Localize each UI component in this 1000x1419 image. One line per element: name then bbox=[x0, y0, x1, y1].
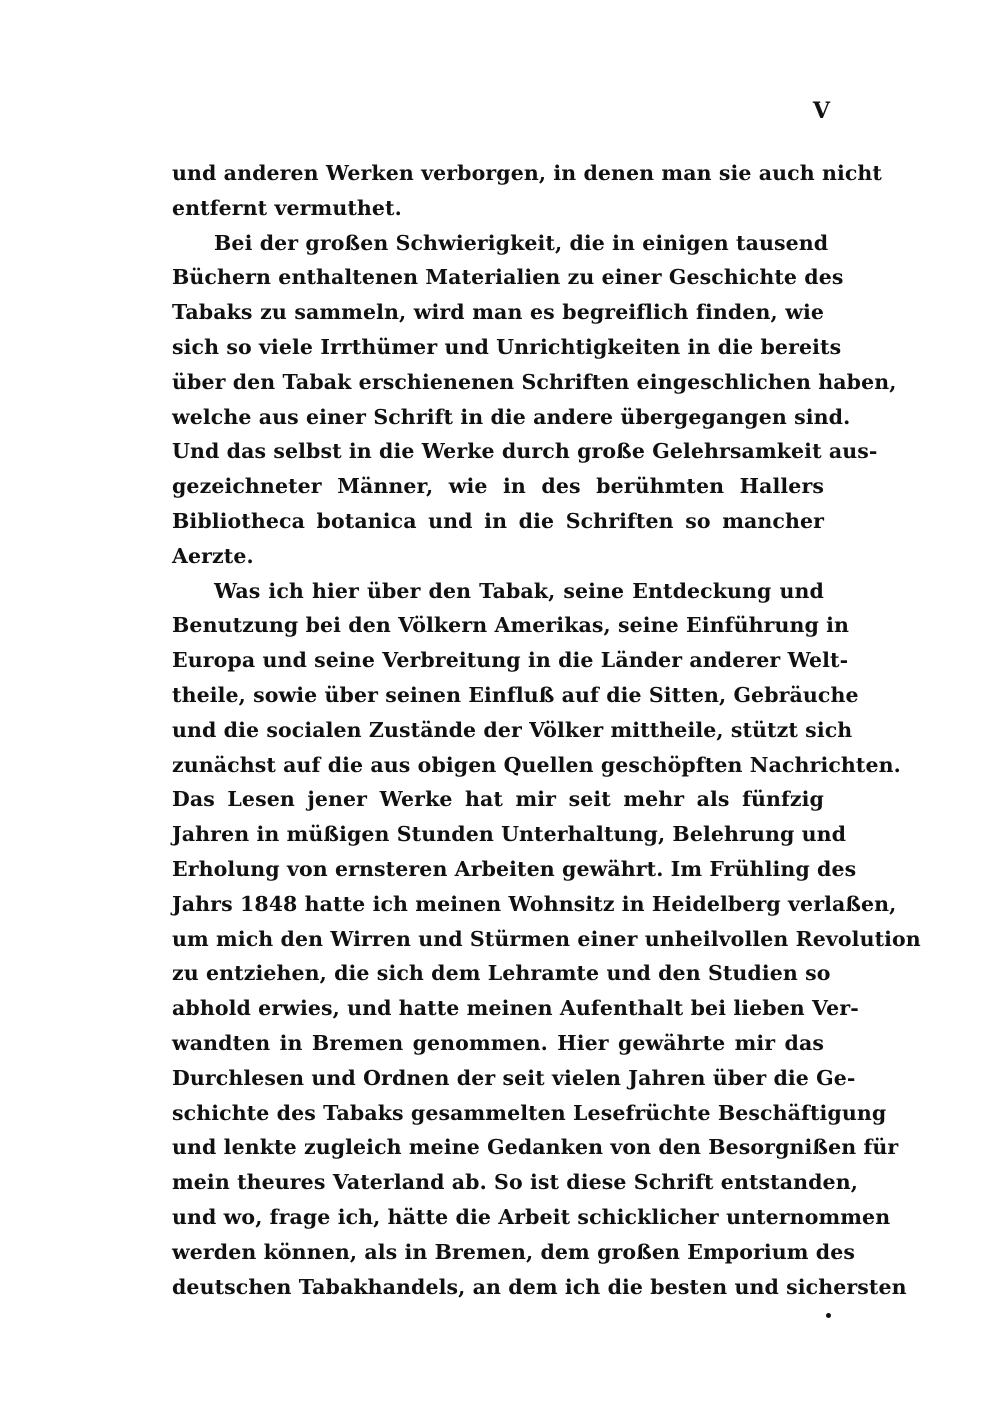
text-line: über den Tabak erschienenen Schriften eingeschlichen haben, bbox=[172, 369, 897, 394]
body-text bbox=[172, 156, 921, 1304]
text-line: Erholung von ernsteren Arbeiten gewährt. Im Frühling des bbox=[172, 856, 857, 881]
text-line: Bei der großen Schwierigkeit, die in einigen tausend bbox=[214, 230, 829, 255]
text-line: und lenkte zugleich meine Gedanken von den Besorgnißen für bbox=[172, 1135, 899, 1160]
text-line: Durchlesen und Ordnen der seit vielen Jahren über die Ge- bbox=[172, 1065, 856, 1090]
text-line: Und das selbst in die Werke durch große Gelehrsamkeit aus- bbox=[172, 439, 878, 464]
text-line: theile, sowie über seinen Einfluß auf die Sitten, Gebräuche bbox=[172, 682, 859, 707]
print-speck bbox=[826, 1313, 831, 1318]
text-line: entfernt vermuthet. bbox=[172, 195, 402, 220]
text-line: abhold erwies, und hatte meinen Aufenthalt bei lieben Ver- bbox=[172, 996, 859, 1021]
text-line: wandten in Bremen genommen. Hier gewährte mir das bbox=[172, 1030, 824, 1055]
text-line: zu entziehen, die sich dem Lehramte und den Studien so bbox=[172, 961, 831, 986]
text-line: Tabaks zu sammeln, wird man es begreiflich finden, wie bbox=[172, 300, 824, 325]
text-line: Aerzte. bbox=[172, 543, 254, 568]
text-line: gezeichneter Männer, wie in des berühmten Hallers bbox=[172, 474, 824, 499]
text-line: Das Lesen jener Werke hat mir seit mehr als fünfzig bbox=[172, 787, 824, 812]
text-line: schichte des Tabaks gesammelten Lesefrüchte Beschäftigung bbox=[172, 1100, 887, 1125]
text-line: Jahren in müßigen Stunden Unterhaltung, Belehrung und bbox=[172, 822, 847, 847]
text-line: und wo, frage ich, hätte die Arbeit schicklicher unternommen bbox=[172, 1204, 891, 1229]
text-line: deutschen Tabakhandels, an dem ich die besten und sichersten bbox=[172, 1274, 907, 1299]
text-line: welche aus einer Schrift in die andere übergegangen sind. bbox=[172, 404, 851, 429]
text-line: Bibliotheca botanica und in die Schriften so mancher bbox=[172, 508, 824, 533]
text-line: Benutzung bei den Völkern Amerikas, seine Einführung in bbox=[172, 613, 850, 638]
text-line: Europa und seine Verbreitung in die Länder anderer Welt- bbox=[172, 648, 849, 673]
text-line: werden können, als in Bremen, dem großen Emporium des bbox=[172, 1239, 856, 1264]
text-line: Jahrs 1848 hatte ich meinen Wohnsitz in Heidelberg verlaßen, bbox=[172, 891, 897, 916]
text-line: mein theures Vaterland ab. So ist diese Schrift entstanden, bbox=[172, 1170, 858, 1195]
text-line: um mich den Wirren und Stürmen einer unheilvollen Revolution bbox=[172, 926, 921, 951]
text-line: Was ich hier über den Tabak, seine Entdeckung und bbox=[214, 578, 824, 603]
page-number: V bbox=[812, 98, 830, 124]
text-line: und anderen Werken verborgen, in denen man sie auch nicht bbox=[172, 161, 883, 185]
text-line: zunächst auf die aus obigen Quellen geschöpften Nachrichten. bbox=[172, 752, 901, 777]
text-line: und die socialen Zustände der Völker mittheile, stützt sich bbox=[172, 717, 853, 742]
text-line: Büchern enthaltenen Materialien zu einer Geschichte des bbox=[172, 265, 844, 290]
text-line: sich so viele Irrthümer und Unrichtigkeiten in die bereits bbox=[172, 334, 842, 359]
